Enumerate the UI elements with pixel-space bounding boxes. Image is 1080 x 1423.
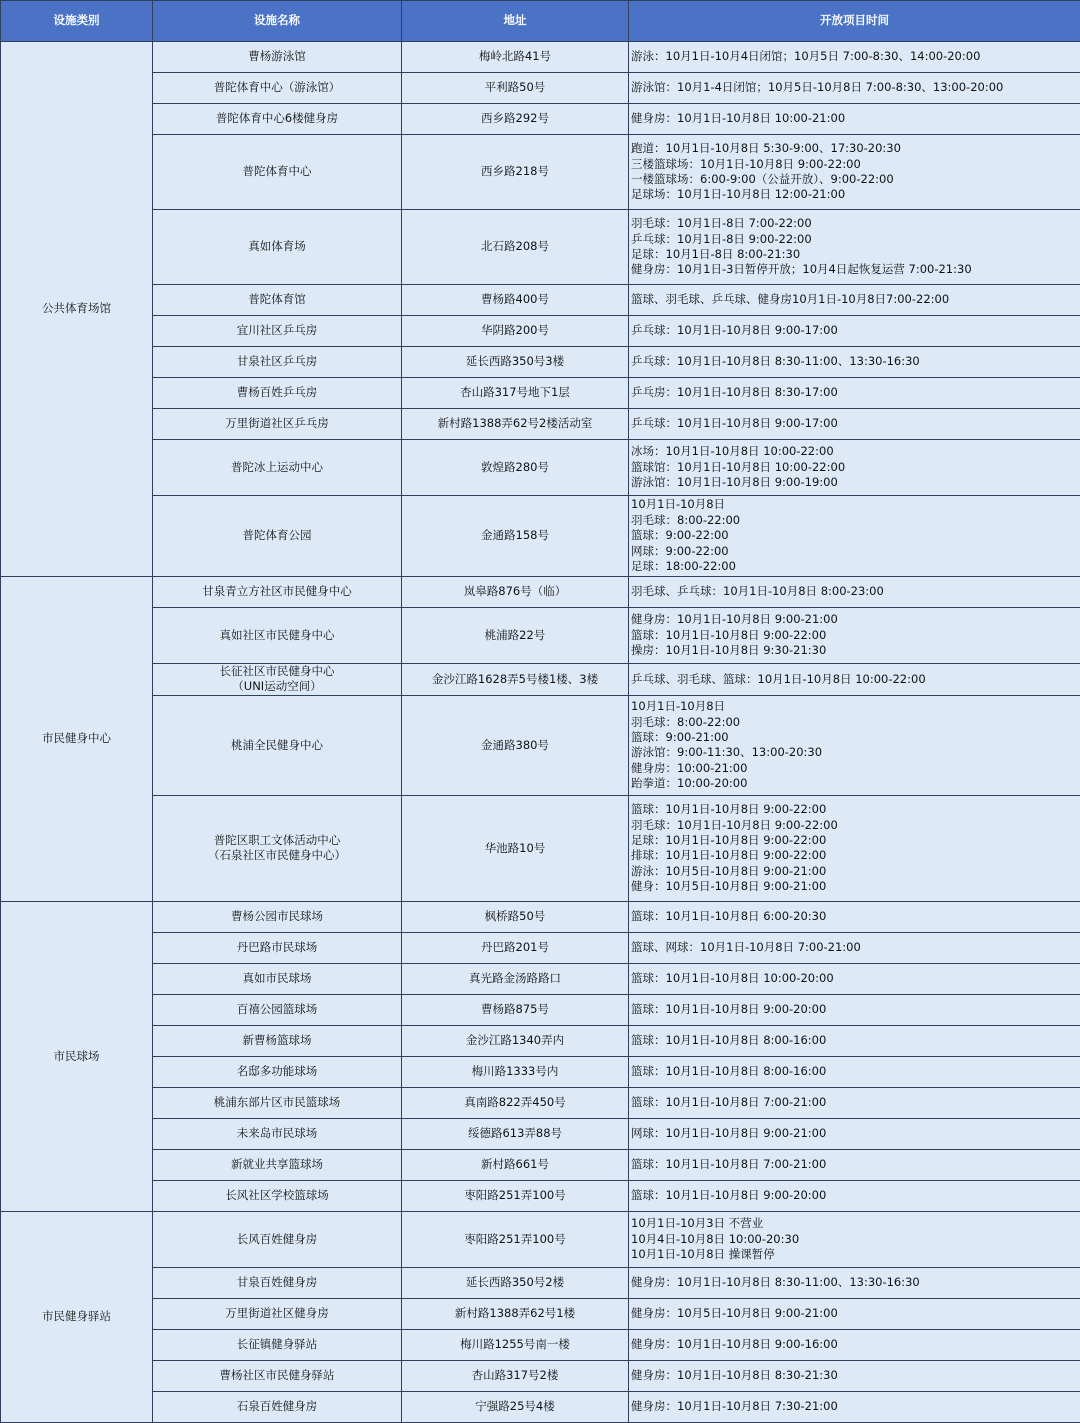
table-row bbox=[1, 73, 1080, 104]
hours-line: 10月1日-10月8日 操课暂停 bbox=[631, 1247, 1078, 1262]
address-cell: 西乡路218号 bbox=[402, 135, 629, 210]
table-row bbox=[1, 1211, 1080, 1267]
table-row bbox=[1, 577, 1080, 608]
hours-cell bbox=[629, 347, 1080, 378]
facility-name-line: 宜川社区乒乓房 bbox=[155, 323, 399, 338]
facility-name-line: 普陀体育馆 bbox=[155, 292, 399, 307]
hours-cell bbox=[629, 1087, 1080, 1118]
table-row bbox=[1, 994, 1080, 1025]
hours-line: 游泳馆：10月1-4日闭馆；10月5日-10月8日 7:00-8:30、13:00-20:00 bbox=[631, 80, 1078, 95]
hours-line: 足球：10月1日-10月8日 9:00-22:00 bbox=[631, 833, 1078, 848]
hours-cell bbox=[629, 963, 1080, 994]
table-row bbox=[1, 1149, 1080, 1180]
table-row bbox=[1, 496, 1080, 577]
hours-line: 篮球：10月1日-10月8日 7:00-21:00 bbox=[631, 1095, 1078, 1110]
facility-name-line: 甘泉社区乒乓房 bbox=[155, 354, 399, 369]
facility-name-line: 百禧公园篮球场 bbox=[155, 1002, 399, 1017]
address-cell: 华池路10号 bbox=[402, 795, 629, 901]
hours-line: 篮球、羽毛球、乒乓球、健身房10月1日-10月8日7:00-22:00 bbox=[631, 292, 1078, 307]
address-cell: 敦煌路280号 bbox=[402, 440, 629, 496]
address-cell: 丹巴路201号 bbox=[402, 932, 629, 963]
hours-cell bbox=[629, 1149, 1080, 1180]
hours-line: 操房：10月1日-10月8日 9:30-21:30 bbox=[631, 643, 1078, 658]
address-cell: 梅岭北路41号 bbox=[402, 42, 629, 73]
facility-name-line: 万里街道社区乒乓房 bbox=[155, 416, 399, 431]
hours-cell bbox=[629, 378, 1080, 409]
address-cell: 金沙江路1628弄5号楼1楼、3楼 bbox=[402, 664, 629, 696]
table-row bbox=[1, 795, 1080, 901]
hours-line: 篮球：10月1日-10月8日 8:00-16:00 bbox=[631, 1064, 1078, 1079]
facility-name-cell bbox=[153, 577, 402, 608]
address-cell: 枣阳路251弄100号 bbox=[402, 1180, 629, 1211]
hours-cell bbox=[629, 316, 1080, 347]
hours-line: 篮球：9:00-21:00 bbox=[631, 730, 1078, 745]
table-row bbox=[1, 378, 1080, 409]
hours-line: 篮球：10月1日-10月8日 9:00-22:00 bbox=[631, 802, 1078, 817]
facility-name-cell bbox=[153, 347, 402, 378]
table-row bbox=[1, 1056, 1080, 1087]
table-row bbox=[1, 1298, 1080, 1329]
hours-line: 10月4日-10月8日 10:00-20:30 bbox=[631, 1232, 1078, 1247]
facility-name-cell bbox=[153, 1118, 402, 1149]
hours-cell bbox=[629, 695, 1080, 795]
address-cell: 枫桥路50号 bbox=[402, 901, 629, 932]
hours-line: 网球：9:00-22:00 bbox=[631, 544, 1078, 559]
hours-line: 10月1日-10月8日 bbox=[631, 699, 1078, 714]
table-row bbox=[1, 104, 1080, 135]
facility-name-line: 真如市民球场 bbox=[155, 971, 399, 986]
hours-line: 跑道：10月1日-10月8日 5:30-9:00、17:30-20:30 bbox=[631, 141, 1078, 156]
hours-line: 健身：10月5日-10月8日 9:00-21:00 bbox=[631, 879, 1078, 894]
hours-cell bbox=[629, 1360, 1080, 1391]
hours-line: 羽毛球：8:00-22:00 bbox=[631, 715, 1078, 730]
facility-name-line: 甘泉百姓健身房 bbox=[155, 1275, 399, 1290]
table-row bbox=[1, 664, 1080, 696]
address-cell: 华阴路200号 bbox=[402, 316, 629, 347]
hours-line: 健身房：10月1日-10月8日 9:00-16:00 bbox=[631, 1337, 1078, 1352]
hours-cell bbox=[629, 440, 1080, 496]
hours-cell bbox=[629, 210, 1080, 285]
facility-name-cell bbox=[153, 1267, 402, 1298]
facility-name-line: 普陀体育公园 bbox=[155, 528, 399, 543]
facility-name-line: 未来岛市民球场 bbox=[155, 1126, 399, 1141]
facility-name-cell bbox=[153, 608, 402, 664]
facility-name-line: 新就业共享篮球场 bbox=[155, 1157, 399, 1172]
address-cell: 曹杨路400号 bbox=[402, 285, 629, 316]
hours-line: 健身房：10月1日-3日暂停开放；10月4日起恢复运营 7:00-21:30 bbox=[631, 262, 1078, 277]
facility-name-cell bbox=[153, 1025, 402, 1056]
hours-cell bbox=[629, 135, 1080, 210]
facility-name-cell bbox=[153, 496, 402, 577]
hours-line: 三楼篮球场：10月1日-10月8日 9:00-22:00 bbox=[631, 157, 1078, 172]
facility-name-cell bbox=[153, 1149, 402, 1180]
facility-name-cell bbox=[153, 1360, 402, 1391]
table-row bbox=[1, 695, 1080, 795]
table-row bbox=[1, 135, 1080, 210]
hours-cell bbox=[629, 932, 1080, 963]
hours-line: 健身房：10月1日-10月8日 7:30-21:00 bbox=[631, 1399, 1078, 1414]
facility-name-line: 桃浦全民健身中心 bbox=[155, 738, 399, 753]
address-cell: 新村路1388弄62号2楼活动室 bbox=[402, 409, 629, 440]
table-row bbox=[1, 347, 1080, 378]
facility-name-line: 曹杨社区市民健身驿站 bbox=[155, 1368, 399, 1383]
table-row bbox=[1, 42, 1080, 73]
address-cell: 绥德路613弄88号 bbox=[402, 1118, 629, 1149]
hours-line: 排球：10月1日-10月8日 9:00-22:00 bbox=[631, 848, 1078, 863]
hours-line: 乒乓球：10月1日-10月8日 8:30-11:00、13:30-16:30 bbox=[631, 354, 1078, 369]
hours-line: 篮球：10月1日-10月8日 7:00-21:00 bbox=[631, 1157, 1078, 1172]
table-row bbox=[1, 1025, 1080, 1056]
facility-name-line: 曹杨公园市民球场 bbox=[155, 909, 399, 924]
hours-cell bbox=[629, 994, 1080, 1025]
table-row bbox=[1, 1267, 1080, 1298]
address-cell: 枣阳路251弄100号 bbox=[402, 1211, 629, 1267]
hours-cell bbox=[629, 1329, 1080, 1360]
category-cell: 市民球场 bbox=[1, 901, 153, 1211]
hours-line: 羽毛球、乒乓球：10月1日-10月8日 8:00-23:00 bbox=[631, 584, 1078, 599]
facility-name-cell bbox=[153, 1056, 402, 1087]
facility-name-line: 长风百姓健身房 bbox=[155, 1232, 399, 1247]
hours-line: 网球：10月1日-10月8日 9:00-21:00 bbox=[631, 1126, 1078, 1141]
table-row bbox=[1, 901, 1080, 932]
table-row bbox=[1, 1329, 1080, 1360]
facility-name-cell bbox=[153, 440, 402, 496]
facility-name-line: 石泉百姓健身房 bbox=[155, 1399, 399, 1414]
hours-cell bbox=[629, 1211, 1080, 1267]
hours-cell bbox=[629, 285, 1080, 316]
facility-name-cell bbox=[153, 135, 402, 210]
hours-line: 游泳馆：10月1日-10月8日 9:00-19:00 bbox=[631, 475, 1078, 490]
header-address: 地址 bbox=[402, 1, 629, 42]
facility-name-cell bbox=[153, 285, 402, 316]
address-cell: 北石路208号 bbox=[402, 210, 629, 285]
hours-line: 篮球：10月1日-10月8日 10:00-20:00 bbox=[631, 971, 1078, 986]
hours-cell bbox=[629, 577, 1080, 608]
facility-name-line: 普陀冰上运动中心 bbox=[155, 460, 399, 475]
header-hours: 开放项目时间 bbox=[629, 1, 1080, 42]
hours-line: 足球场：10月1日-10月8日 12:00-21:00 bbox=[631, 187, 1078, 202]
facility-name-line: 真如社区市民健身中心 bbox=[155, 628, 399, 643]
hours-cell bbox=[629, 1056, 1080, 1087]
hours-cell bbox=[629, 901, 1080, 932]
hours-line: 10月1日-10月8日 bbox=[631, 497, 1078, 512]
facility-name-line: 曹杨百姓乒乓房 bbox=[155, 385, 399, 400]
hours-cell bbox=[629, 1267, 1080, 1298]
facility-name-line: 普陀区职工文体活动中心 bbox=[155, 833, 399, 848]
facility-name-cell bbox=[153, 210, 402, 285]
facility-name-line: 真如体育场 bbox=[155, 239, 399, 254]
facility-name-cell bbox=[153, 1087, 402, 1118]
facility-name-cell bbox=[153, 42, 402, 73]
address-cell: 真南路822弄450号 bbox=[402, 1087, 629, 1118]
address-cell: 延长西路350号3楼 bbox=[402, 347, 629, 378]
hours-line: 篮球：10月1日-10月8日 9:00-22:00 bbox=[631, 628, 1078, 643]
hours-cell bbox=[629, 1025, 1080, 1056]
hours-line: 一楼篮球场：6:00-9:00（公益开放）、9:00-22:00 bbox=[631, 172, 1078, 187]
hours-line: 足球：18:00-22:00 bbox=[631, 559, 1078, 574]
address-cell: 延长西路350号2楼 bbox=[402, 1267, 629, 1298]
facility-name-line: 丹巴路市民球场 bbox=[155, 940, 399, 955]
address-cell: 桃浦路22号 bbox=[402, 608, 629, 664]
table-row bbox=[1, 316, 1080, 347]
hours-line: 健身房：10月1日-10月8日 8:30-21:30 bbox=[631, 1368, 1078, 1383]
hours-line: 游泳：10月1日-10月4日闭馆；10月5日 7:00-8:30、14:00-20:00 bbox=[631, 49, 1078, 64]
facility-name-cell bbox=[153, 316, 402, 347]
hours-line: 健身房：10月5日-10月8日 9:00-21:00 bbox=[631, 1306, 1078, 1321]
table-row bbox=[1, 409, 1080, 440]
facility-name-line: 甘泉青立方社区市民健身中心 bbox=[155, 584, 399, 599]
hours-line: 乒乓球：10月1日-10月8日 9:00-17:00 bbox=[631, 323, 1078, 338]
hours-line: 健身房：10:00-21:00 bbox=[631, 761, 1078, 776]
hours-line: 篮球：10月1日-10月8日 6:00-20:30 bbox=[631, 909, 1078, 924]
header-name: 设施名称 bbox=[153, 1, 402, 42]
address-cell: 杏山路317号2楼 bbox=[402, 1360, 629, 1391]
hours-line: 乒乓球、羽毛球、篮球：10月1日-10月8日 10:00-22:00 bbox=[631, 672, 1078, 687]
hours-line: 篮球馆：10月1日-10月8日 10:00-22:00 bbox=[631, 460, 1078, 475]
facility-name-line: 长征镇健身驿站 bbox=[155, 1337, 399, 1352]
table-row bbox=[1, 1118, 1080, 1149]
table-row bbox=[1, 608, 1080, 664]
table-row bbox=[1, 440, 1080, 496]
category-cell: 市民健身驿站 bbox=[1, 1211, 153, 1422]
hours-line: 羽毛球：10月1日-10月8日 9:00-22:00 bbox=[631, 818, 1078, 833]
hours-cell bbox=[629, 104, 1080, 135]
hours-line: 羽毛球：10月1日-8日 7:00-22:00 bbox=[631, 216, 1078, 231]
facility-name-cell bbox=[153, 901, 402, 932]
hours-cell bbox=[629, 42, 1080, 73]
address-cell: 曹杨路875号 bbox=[402, 994, 629, 1025]
table-body bbox=[1, 42, 1080, 1423]
hours-line: 冰场：10月1日-10月8日 10:00-22:00 bbox=[631, 444, 1078, 459]
facility-name-line: （石泉社区市民健身中心） bbox=[155, 848, 399, 863]
hours-line: 篮球：9:00-22:00 bbox=[631, 528, 1078, 543]
address-cell: 梅川路1255号南一楼 bbox=[402, 1329, 629, 1360]
address-cell: 新村路1388弄62号1楼 bbox=[402, 1298, 629, 1329]
facility-name-line: 桃浦东部片区市民篮球场 bbox=[155, 1095, 399, 1110]
facility-name-cell bbox=[153, 795, 402, 901]
facility-name-line: 长征社区市民健身中心 bbox=[155, 664, 399, 679]
address-cell: 平利路50号 bbox=[402, 73, 629, 104]
hours-line: 健身房：10月1日-10月8日 10:00-21:00 bbox=[631, 111, 1078, 126]
facility-name-cell bbox=[153, 1180, 402, 1211]
hours-line: 健身房：10月1日-10月8日 9:00-21:00 bbox=[631, 612, 1078, 627]
facility-name-cell bbox=[153, 994, 402, 1025]
facility-name-line: 新曹杨篮球场 bbox=[155, 1033, 399, 1048]
hours-line: 健身房：10月1日-10月8日 8:30-11:00、13:30-16:30 bbox=[631, 1275, 1078, 1290]
facility-name-line: 曹杨游泳馆 bbox=[155, 49, 399, 64]
hours-line: 篮球：10月1日-10月8日 8:00-16:00 bbox=[631, 1033, 1078, 1048]
address-cell: 岚皋路876号（临） bbox=[402, 577, 629, 608]
hours-line: 足球：10月1日-8日 8:00-21:30 bbox=[631, 247, 1078, 262]
facility-name-cell bbox=[153, 378, 402, 409]
address-cell: 西乡路292号 bbox=[402, 104, 629, 135]
address-cell: 新村路661号 bbox=[402, 1149, 629, 1180]
address-cell: 金通路158号 bbox=[402, 496, 629, 577]
address-cell: 金沙江路1340弄内 bbox=[402, 1025, 629, 1056]
hours-line: 乒乓球：10月1日-10月8日 9:00-17:00 bbox=[631, 416, 1078, 431]
facility-name-cell bbox=[153, 963, 402, 994]
hours-cell bbox=[629, 409, 1080, 440]
hours-cell bbox=[629, 795, 1080, 901]
address-cell: 杏山路317号地下1层 bbox=[402, 378, 629, 409]
facility-name-cell bbox=[153, 664, 402, 696]
header-category: 设施类别 bbox=[1, 1, 153, 42]
hours-line: 跆拳道：10:00-20:00 bbox=[631, 776, 1078, 791]
hours-line: 篮球、网球：10月1日-10月8日 7:00-21:00 bbox=[631, 940, 1078, 955]
header-row bbox=[1, 1, 1080, 42]
facility-name-cell bbox=[153, 104, 402, 135]
address-cell: 梅川路1333号内 bbox=[402, 1056, 629, 1087]
address-cell: 金通路380号 bbox=[402, 695, 629, 795]
table-row bbox=[1, 932, 1080, 963]
hours-line: 乒乓球：10月1日-8日 9:00-22:00 bbox=[631, 232, 1078, 247]
table-row bbox=[1, 285, 1080, 316]
hours-cell bbox=[629, 1118, 1080, 1149]
facility-name-line: 普陀体育中心 bbox=[155, 164, 399, 179]
hours-line: 篮球：10月1日-10月8日 9:00-20:00 bbox=[631, 1002, 1078, 1017]
facility-name-line: （UNI运动空间） bbox=[155, 679, 399, 694]
table-row bbox=[1, 210, 1080, 285]
hours-line: 篮球：10月1日-10月8日 9:00-20:00 bbox=[631, 1188, 1078, 1203]
facility-name-line: 长风社区学校篮球场 bbox=[155, 1188, 399, 1203]
table-row bbox=[1, 1360, 1080, 1391]
facility-name-line: 普陀体育中心6楼健身房 bbox=[155, 111, 399, 126]
table-row bbox=[1, 1180, 1080, 1211]
hours-cell bbox=[629, 1298, 1080, 1329]
hours-line: 游泳馆：9:00-11:30、13:00-20:30 bbox=[631, 745, 1078, 760]
facility-name-cell bbox=[153, 932, 402, 963]
address-cell: 宁强路25号4楼 bbox=[402, 1391, 629, 1422]
hours-cell bbox=[629, 496, 1080, 577]
category-cell: 市民健身中心 bbox=[1, 577, 153, 902]
facility-name-cell bbox=[153, 1211, 402, 1267]
hours-cell bbox=[629, 608, 1080, 664]
table-row bbox=[1, 1087, 1080, 1118]
hours-line: 羽毛球：8:00-22:00 bbox=[631, 513, 1078, 528]
facility-name-cell bbox=[153, 695, 402, 795]
hours-cell bbox=[629, 1180, 1080, 1211]
hours-line: 游泳：10月5日-10月8日 9:00-21:00 bbox=[631, 864, 1078, 879]
facility-name-line: 名邸多功能球场 bbox=[155, 1064, 399, 1079]
facility-name-cell bbox=[153, 409, 402, 440]
hours-cell bbox=[629, 664, 1080, 696]
facility-name-line: 万里街道社区健身房 bbox=[155, 1306, 399, 1321]
address-cell: 真光路金汤路路口 bbox=[402, 963, 629, 994]
hours-line: 乒乓房：10月1日-10月8日 8:30-17:00 bbox=[631, 385, 1078, 400]
facility-name-cell bbox=[153, 1329, 402, 1360]
table-row bbox=[1, 963, 1080, 994]
category-cell: 公共体育场馆 bbox=[1, 42, 153, 577]
hours-line: 10月1日-10月3日 不营业 bbox=[631, 1216, 1078, 1231]
facility-name-cell bbox=[153, 73, 402, 104]
facility-name-line: 普陀体育中心（游泳馆） bbox=[155, 80, 399, 95]
hours-cell bbox=[629, 73, 1080, 104]
facility-name-cell bbox=[153, 1298, 402, 1329]
